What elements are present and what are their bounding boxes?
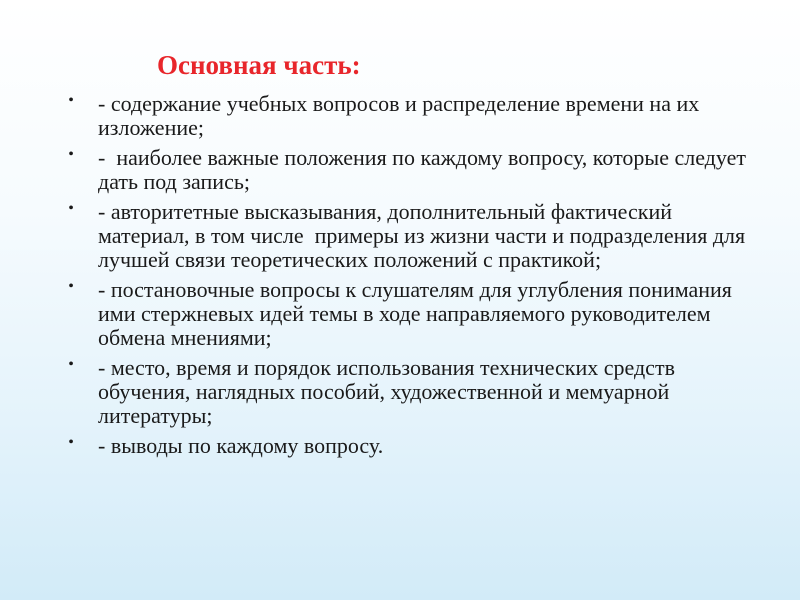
bullet-icon: •: [68, 200, 74, 217]
list-item-text: - место, время и порядок использования технических средств обучения, наглядных пособий, художественной и мемуарной литературы;: [98, 355, 681, 428]
bullet-icon: •: [68, 146, 74, 163]
bullet-list: [66, 92, 766, 464]
list-item: [66, 434, 766, 458]
bullet-icon: •: [68, 278, 74, 295]
slide-title: Основная часть:: [157, 50, 361, 80]
list-item-text: - авторитетные высказывания, дополнительный фактический материал, в том числе примеры из жизни части и подразделения для лучшей связи теоретических положений с практикой;: [98, 199, 751, 272]
list-item: [66, 92, 766, 140]
list-item: [66, 278, 766, 350]
bullet-icon: •: [68, 434, 74, 451]
bullet-icon: •: [68, 356, 74, 373]
list-item-text: - постановочные вопросы к слушателям для углубления понимания ими стержневых идей темы в ходе направляемого руководителем обмена мнениями;: [98, 277, 738, 350]
list-item-text: - выводы по каждому вопросу.: [98, 433, 384, 458]
list-item-text: - наиболее важные положения по каждому вопросу, которые следует дать под запись;: [98, 145, 752, 194]
list-item-text: - содержание учебных вопросов и распределение времени на их изложение;: [98, 91, 705, 140]
list-item: [66, 146, 766, 194]
list-item: [66, 200, 766, 272]
list-item: [66, 356, 766, 428]
bullet-icon: •: [68, 92, 74, 109]
